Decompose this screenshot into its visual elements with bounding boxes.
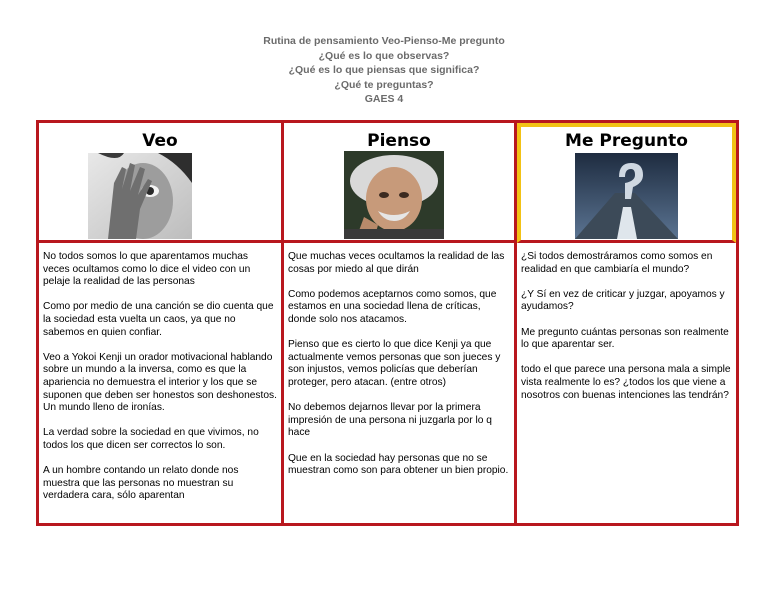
header-line: ¿Qué te preguntas? <box>334 78 434 91</box>
column-body-pienso <box>288 251 510 490</box>
column-title: Me Pregunto <box>565 131 688 151</box>
column-body-me-pregunto <box>521 251 732 415</box>
column-header-me-pregunto <box>517 123 736 243</box>
column-me-pregunto <box>517 123 736 523</box>
paragraph: Veo a Yokoi Kenji un orador motivacional hablando sobre un mundo a la inversa, como es que la apariencia no demuestra el interior y los que se suponen que deben ser honestos son deshonestos. Un mundo lleno de ironías. <box>43 351 277 414</box>
header-line: GAES 4 <box>364 93 404 105</box>
question-mark-road-photo-icon <box>575 153 678 239</box>
paragraph: ¿Y Sí en vez de criticar y juzgar, apoyamos y ayudamos? <box>521 288 725 313</box>
column-header-veo <box>39 123 281 243</box>
thinking-routine-table <box>36 120 739 526</box>
column-body-veo <box>43 251 277 515</box>
paragraph: La verdad sobre la sociedad en que vivimos, no todos los que dicen ser correctos lo son. <box>43 427 259 451</box>
paragraph: Pienso que es cierto lo que dice Kenji ya que actualmente vemos personas que son jueces y son injustos, vemos policías que deberían proteger, pero atacan. (entre otros) <box>288 339 501 388</box>
paragraph: No debemos dejarnos llevar por la primera impresión de una persona ni juzgarla por lo q hace <box>288 402 492 439</box>
header-line: ¿Qué es lo que piensas que significa? <box>288 64 480 76</box>
paragraph: ¿Si todos demostráramos como somos en realidad en que cambiaría el mundo? <box>521 251 713 275</box>
header-line: ¿Qué es lo que observas? <box>318 49 450 62</box>
paragraph: Como por medio de una canción se dio cuenta que la sociedad esta vuelta un caos, ya que no sabemos en quien confiar. <box>43 301 274 338</box>
paragraph: No todos somos lo que aparentamos muchas veces ocultamos como lo dice el video con un pelaje la realidad de las personas <box>43 251 251 288</box>
column-veo <box>39 123 284 523</box>
paragraph: todo el que parece una persona mala a simple vista realmente lo es? ¿todos los que viene a nosotros con buenas intenciones las tendrán? <box>521 364 731 401</box>
paragraph: Que muchas veces ocultamos la realidad de las cosas por miedo al que dirán <box>288 251 505 275</box>
thinking-scientist-photo-icon <box>344 151 444 239</box>
paragraph: Que en la sociedad hay personas que no se muestran como son para obtener un bien propio. <box>288 452 509 477</box>
paragraph: Como podemos aceptarnos como somos, que estamos en una sociedad llena de críticas, donde solo nos atacamos. <box>288 288 497 325</box>
column-pienso <box>284 123 517 523</box>
face-peeking-through-hand-photo-icon <box>88 153 192 239</box>
column-title: Veo <box>142 131 178 151</box>
paragraph: Me pregunto cuántas personas son realmente lo que aparentar ser. <box>521 326 729 351</box>
page-header <box>0 34 768 107</box>
header-line: Rutina de pensamiento Veo-Pienso-Me pregunto <box>263 35 505 47</box>
column-title: Pienso <box>367 131 431 151</box>
column-header-pienso <box>284 123 514 243</box>
paragraph: A un hombre contando un relato donde nos muestra que las personas no muestran su verdadera cara, sólo aparentan <box>43 465 239 502</box>
